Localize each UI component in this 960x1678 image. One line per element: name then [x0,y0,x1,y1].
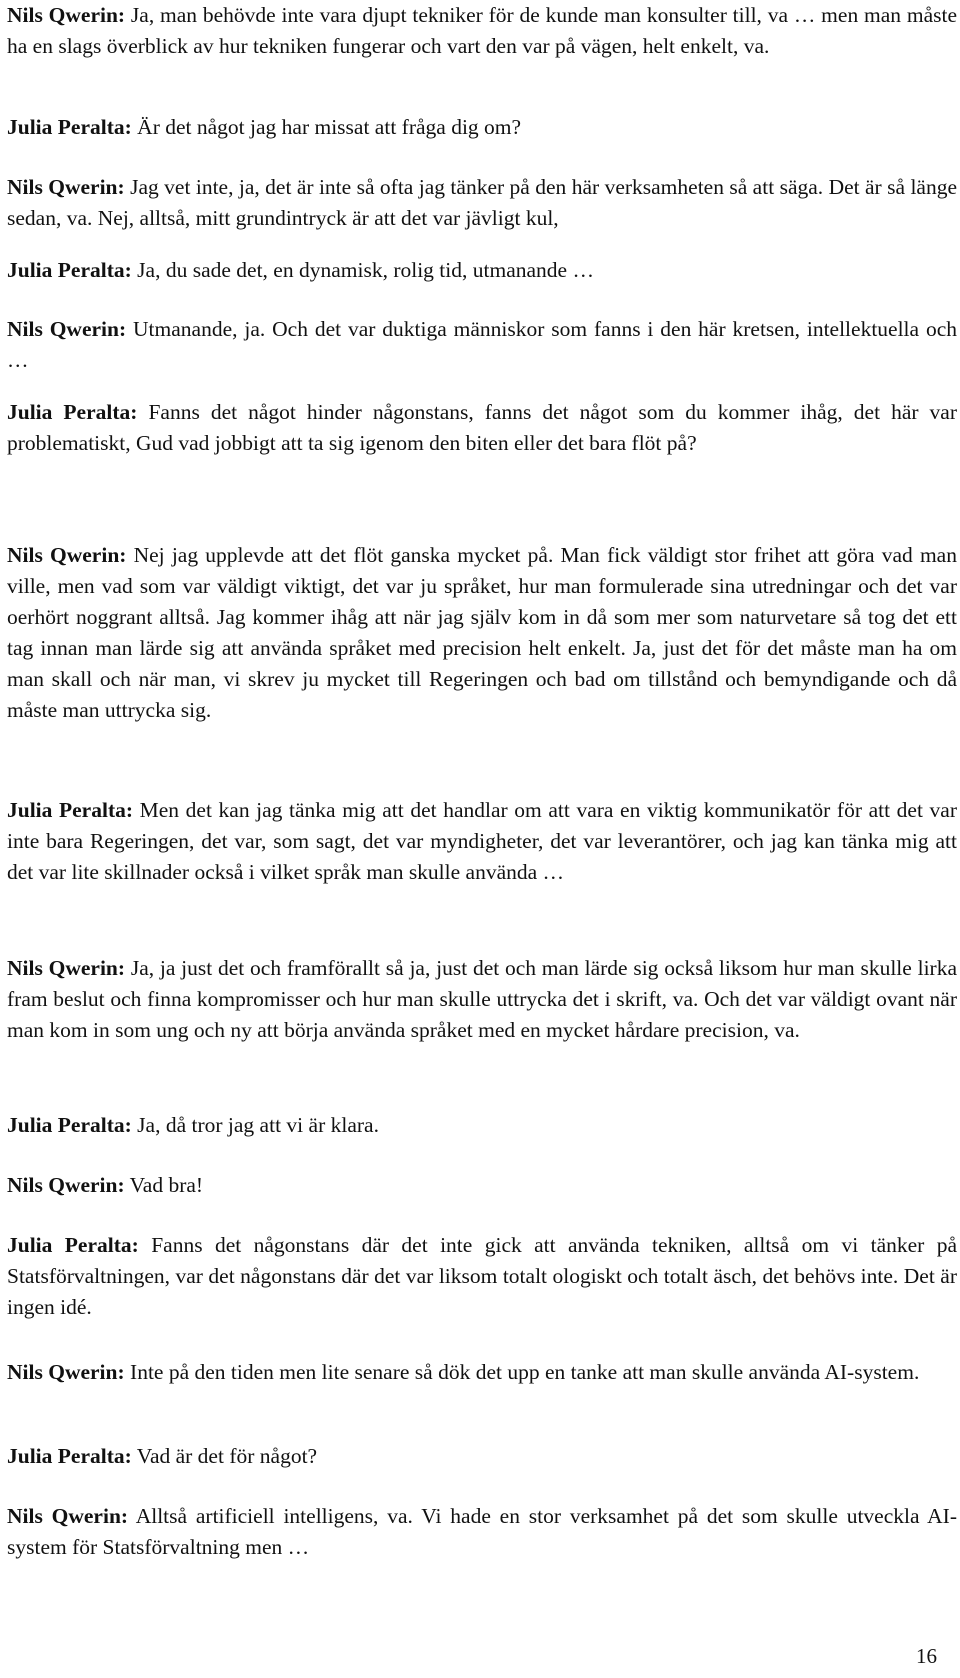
paragraph [7,1357,919,1388]
paragraph-text: Ja, man behövde inte vara djupt tekniker för de kunde man konsulter till, va … men man måste ha en slags överblick av hur tekniken fungerar och vart den var på vägen, helt enkelt, va. [7,3,957,58]
paragraph-text: Men det kan jag tänka mig att det handlar om att vara en viktig kommunikatör för att det var inte bara Regeringen, det var, som sagt, det var myndigheter, det var leverantörer, och jag kan tänka mig att det var lite skillnader också i vilket språk man skulle använda … [7,798,958,884]
paragraph-text: Fanns det någonstans där det inte gick att använda tekniken, alltså om vi tänker på Statsförvaltningen, var det någonstans där det var liksom totalt ologiskt och totalt äsch, det behövs inte. Det är ingen idé. [7,1233,957,1319]
paragraph-text: Jag vet inte, ja, det är inte så ofta jag tänker på den här verksamheten så att säga. Det är så länge sedan, va. Nej, alltså, mitt grundintryck är att det var jävligt kul, [7,175,958,230]
speaker-name: Nils Qwerin: [7,1173,125,1197]
speaker-name: Julia Peralta: [7,115,132,139]
paragraph-text: Fanns det något hinder någonstans, fanns det något som du kommer ihåg, det här var problematiskt, Gud vad jobbigt att ta sig igenom den biten eller det bara flöt på? [7,400,957,455]
paragraph-text: Är det något jag har missat att fråga dig om? [137,115,522,139]
paragraph [7,1501,957,1563]
paragraph-text: Vad är det för något? [136,1444,318,1468]
paragraph [7,953,957,1046]
speaker-name: Julia Peralta: [7,798,134,822]
page-number: 16 [916,1644,937,1668]
paragraph-text: Nej jag upplevde att det flöt ganska mycket på. Man fick väldigt stor frihet att göra vad man ville, men vad som var väldigt viktigt, det var ju språket, hur man formulerade sina utredningar och det var oerhört noggrant alltså. Jag kommer ihåg att när jag själv kom in då som mer som naturvetare så tog det ett tag innan man lärde sig att använda språket med precision helt enkelt. Ja, just det för det måste man ha om man skall och när man, vi skrev ju mycket till Regeringen och bad om tillstånd och bemyndigande och då måste man uttrycka sig. [7,543,957,722]
paragraph-text: Inte på den tiden men lite senare så dök det upp en tanke att man skulle använda AI-system. [130,1360,920,1384]
paragraph [7,1230,957,1323]
speaker-name: Nils Qwerin: [7,1504,129,1528]
speaker-name: Julia Peralta: [7,1113,132,1137]
paragraph [7,0,957,62]
paragraph [7,1110,379,1141]
paragraph-text: Ja, ja just det och framförallt så ja, just det och man lärde sig också liksom hur man skulle lirka fram beslut och finna kompromisser och hur man skulle uttrycka det i skrift, va. Och det var väldigt ovant när man kom in som ung och ny att börja använda språket med en mycket hårdare precision, va. [7,956,957,1042]
speaker-name: Nils Qwerin: [7,1360,125,1384]
paragraph [7,795,957,888]
paragraph [7,112,521,143]
paragraph [7,1170,203,1201]
speaker-name: Nils Qwerin: [7,317,127,341]
paragraph [7,314,957,376]
speaker-name: Julia Peralta: [7,400,138,424]
speaker-name: Nils Qwerin: [7,3,126,27]
paragraph-text: Utmanande, ja. Och det var duktiga människor som fanns i den här kretsen, intellektuella och … [7,317,957,372]
paragraph-text: Vad bra! [129,1173,204,1197]
paragraph [7,255,594,286]
paragraph-text: Ja, du sade det, en dynamisk, rolig tid, utmanande … [137,258,594,282]
paragraph [7,540,957,726]
speaker-name: Nils Qwerin: [7,175,125,199]
paragraph [7,397,957,459]
speaker-name: Julia Peralta: [7,258,132,282]
speaker-name: Julia Peralta: [7,1444,132,1468]
speaker-name: Nils Qwerin: [7,956,126,980]
speaker-name: Nils Qwerin: [7,543,127,567]
paragraph [7,172,957,234]
paragraph-text: Ja, då tror jag att vi är klara. [137,1113,379,1137]
paragraph-text: Alltså artificiell intelligens, va. Vi hade en stor verksamhet på det som skulle utveckla AI-system för Statsförvaltning men … [7,1504,957,1559]
speaker-name: Julia Peralta: [7,1233,139,1257]
paragraph [7,1441,317,1472]
